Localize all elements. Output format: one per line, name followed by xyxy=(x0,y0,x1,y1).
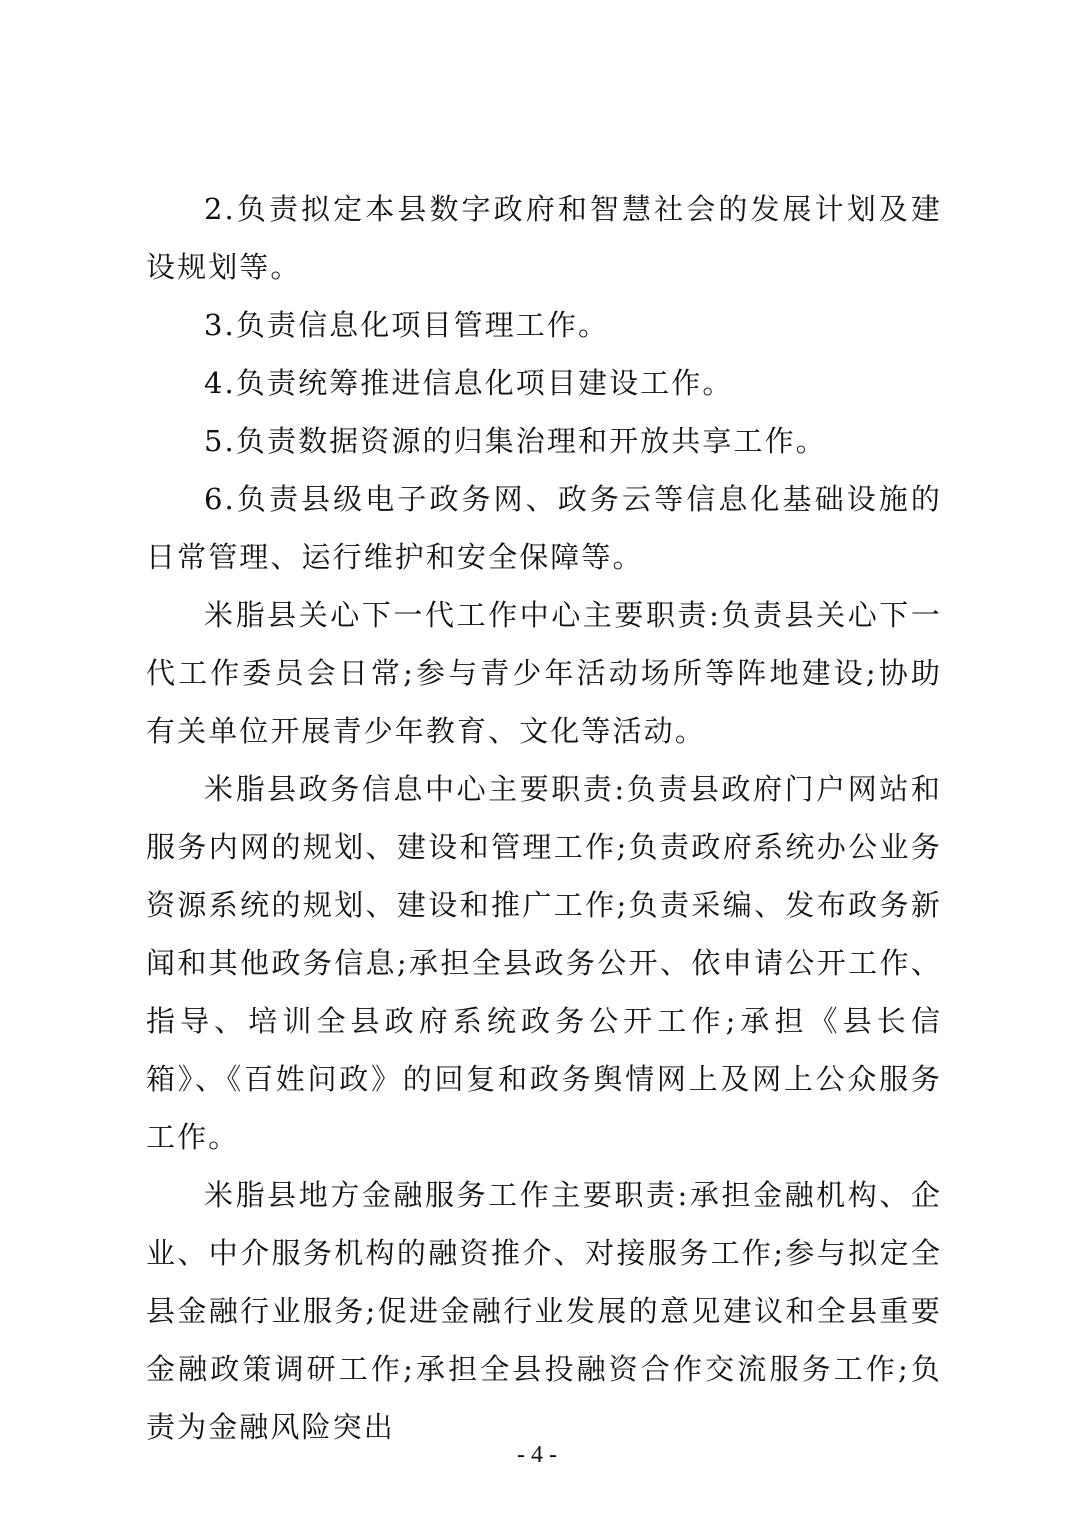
paragraph-care-center: 米脂县关心下一代工作中心主要职责:负责县关心下一代工作委员会日常;参与青少年活动场所等阵地建设;协助有关单位开展青少年教育、文化等活动。 xyxy=(146,598,942,748)
paragraph-item-4: 4.负责统筹推进信息化项目建设工作。 xyxy=(204,366,734,400)
paragraph-item-3: 3.负责信息化项目管理工作。 xyxy=(204,308,610,342)
paragraph-item-2: 2.负责拟定本县数字政府和智慧社会的发展计划及建设规划等。 xyxy=(146,192,942,284)
paragraph-item-6: 6.负责县级电子政务网、政务云等信息化基础设施的日常管理、运行维护和安全保障等。 xyxy=(146,482,942,574)
paragraph-info-center: 米脂县政务信息中心主要职责:负责县政府门户网站和服务内网的规划、建设和管理工作;负责政府系统办公业务资源系统的规划、建设和推广工作;负责采编、发布政务新闻和其他政务信息;承担全县政务公开、依申请公开工作、指导、培训全县政府系统政务公开工作;承担《县长信箱》、《百姓问政》的回复和政务舆情网上及网上公众服务工作。 xyxy=(146,772,942,1154)
document-body xyxy=(146,180,942,1456)
paragraph-item-5: 5.负责数据资源的归集治理和开放共享工作。 xyxy=(204,424,827,458)
paragraph-finance-service: 米脂县地方金融服务工作主要职责:承担金融机构、企业、中介服务机构的融资推介、对接服务工作;参与拟定全县金融行业服务;促进金融行业发展的意见建议和全县重要金融政策调研工作;承担全县投融资合作交流服务工作;负责为金融风险突出 xyxy=(146,1178,942,1444)
page-number: - 4 - xyxy=(517,1442,557,1468)
